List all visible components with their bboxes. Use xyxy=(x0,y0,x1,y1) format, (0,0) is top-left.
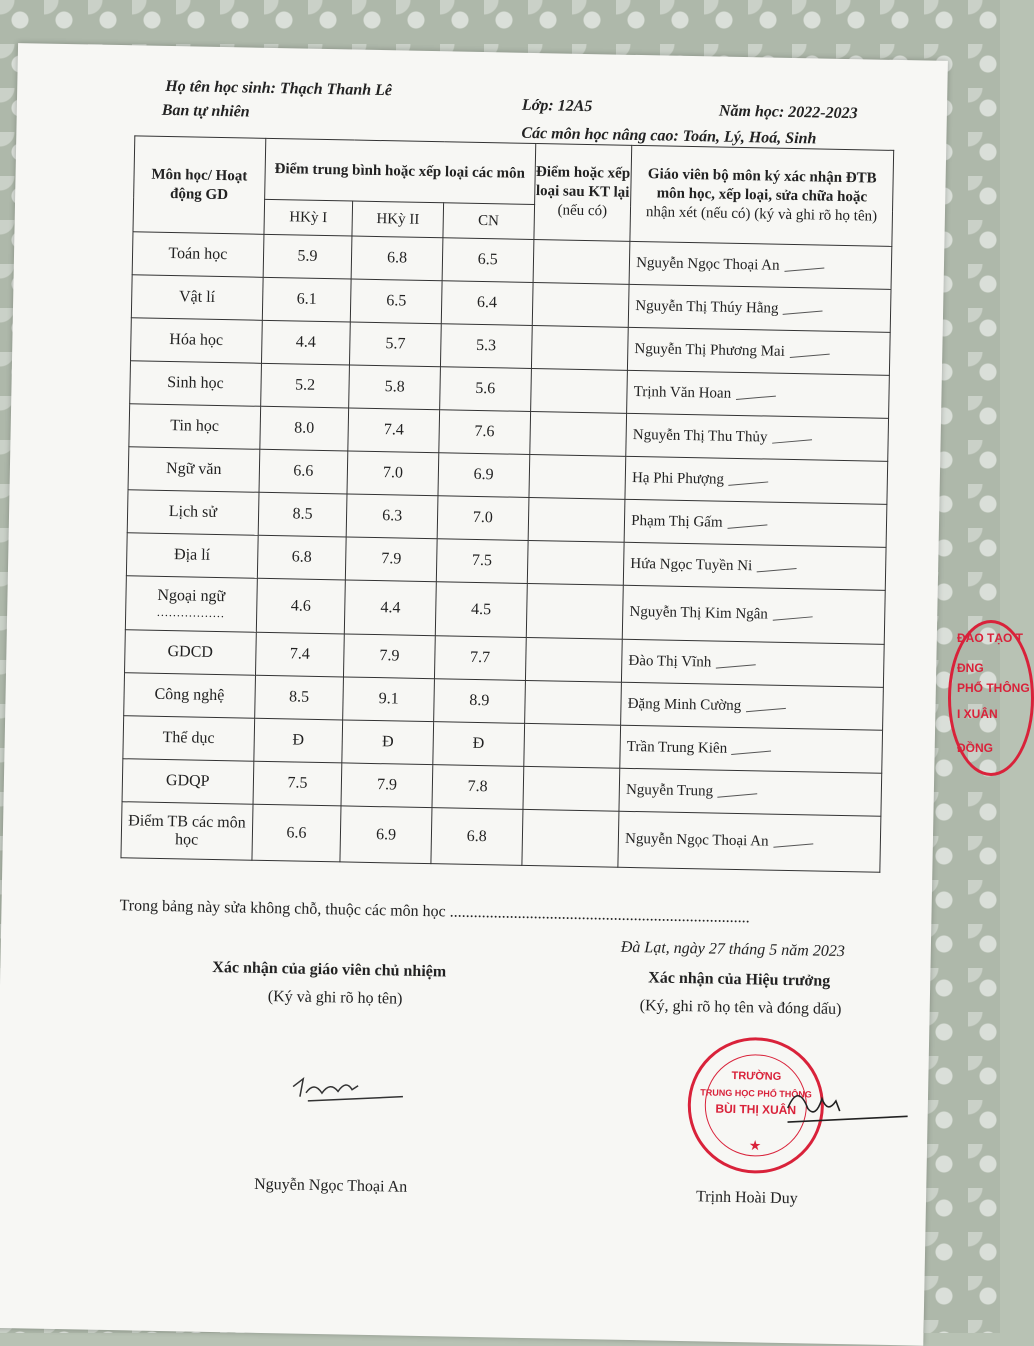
teacher-cell xyxy=(623,542,886,590)
cn-cell: 6.4 xyxy=(441,281,532,326)
stamp-line-1: TRƯỜNG xyxy=(731,1069,782,1083)
hk1-cell: 5.9 xyxy=(263,234,352,279)
teacher-cell xyxy=(627,370,890,418)
teacher-cell xyxy=(621,682,884,730)
principal-name: Trịnh Hoài Duy xyxy=(695,1188,798,1208)
hk1-cell: 6.1 xyxy=(262,277,351,322)
class-label: Lớp: 12A5 xyxy=(521,96,593,116)
hk2-cell: 7.9 xyxy=(346,537,437,582)
handwritten-signature xyxy=(728,471,769,485)
hk1-cell: 5.2 xyxy=(260,363,349,408)
stamp-star-icon: ★ xyxy=(749,1138,761,1153)
hk1-cell: 8.5 xyxy=(254,675,343,720)
cn-cell: 7.0 xyxy=(437,496,528,541)
principal-subtitle: (Ký, ghi rõ họ tên và đóng dấu) xyxy=(639,997,842,1019)
cn-cell: 4.5 xyxy=(435,582,527,638)
principal-title: Xác nhận của Hiệu trưởng xyxy=(648,969,831,990)
teacher-name: Trần Trung Kiên xyxy=(626,738,728,757)
subject-cell: Tin học xyxy=(129,404,260,450)
teacher-name: Nguyễn Ngọc Thoại An xyxy=(624,830,769,850)
hk2-cell: 6.5 xyxy=(351,279,442,324)
cn-cell: 5.6 xyxy=(440,367,531,412)
cn-cell: 7.8 xyxy=(432,765,523,810)
partial-red-stamp xyxy=(948,620,1034,776)
teacher-name: Trịnh Văn Hoan xyxy=(633,383,732,402)
header-teacher xyxy=(630,145,894,246)
retest-cell xyxy=(526,583,624,639)
hk2-cell: 9.1 xyxy=(343,677,434,722)
handwritten-signature xyxy=(745,697,786,711)
header-hk2: HKỳ II xyxy=(352,201,443,238)
teacher-cell xyxy=(622,585,885,644)
subject-cell xyxy=(125,576,257,632)
foreign-language-blank: ................. xyxy=(156,604,226,621)
retest-title: Điểm hoặc xếp loại sau KT lại xyxy=(535,164,631,201)
school-year: Năm học: 2022-2023 xyxy=(718,102,858,123)
teacher-name: Hứa Ngọc Tuyền Ni xyxy=(630,555,753,574)
side-stamp-text: PHỔ THÔNG xyxy=(957,681,1030,695)
homeroom-name: Nguyễn Ngọc Thoại An xyxy=(254,1175,408,1196)
subject-cell: Thể dục xyxy=(123,716,254,762)
side-stamp-text: ĐNG xyxy=(957,661,984,675)
cn-cell: 6.8 xyxy=(431,808,523,866)
teacher-name: Đào Thị Vĩnh xyxy=(628,652,712,670)
place-date: Đà Lạt, ngày 27 tháng 5 năm 2023 xyxy=(620,938,845,961)
hk1-cell: 7.5 xyxy=(253,761,342,806)
stream-label: Ban tự nhiên xyxy=(161,101,250,121)
student-name: Họ tên học sinh: Thạch Thanh Lê xyxy=(165,77,393,100)
grades-table xyxy=(120,135,894,872)
advanced-subjects: Các môn học nâng cao: Toán, Lý, Hoá, Sinh xyxy=(521,124,817,148)
homeroom-signature xyxy=(288,1066,409,1108)
hk2-cell: 5.8 xyxy=(349,365,440,410)
teacher-cell xyxy=(626,413,889,461)
report-card-page xyxy=(0,43,948,1346)
hk2-cell: Đ xyxy=(342,720,433,765)
cn-cell: 7.7 xyxy=(434,636,525,681)
retest-cell xyxy=(523,723,620,768)
subject-cell: Ngữ văn xyxy=(128,447,259,493)
retest-note: (nếu có) xyxy=(557,202,608,220)
hk2-cell: 7.9 xyxy=(341,763,432,808)
header-subject: Môn học/ Hoạt động GD xyxy=(133,136,265,234)
teacher-name: Nguyễn Thị Thúy Hằng xyxy=(635,297,779,317)
subject-cell: Hóa học xyxy=(131,318,262,364)
retest-cell xyxy=(527,540,624,585)
retest-cell xyxy=(528,454,625,499)
teacher-name: Hạ Phi Phượng xyxy=(631,469,725,488)
subject-cell: Toán học xyxy=(132,232,263,278)
side-stamp-text: I XUÂN xyxy=(957,707,998,721)
teacher-cell xyxy=(628,284,891,332)
hk2-cell: 6.8 xyxy=(351,236,442,281)
hk1-cell: 7.4 xyxy=(255,632,344,677)
homeroom-subtitle: (Ký và ghi rõ họ tên) xyxy=(267,988,403,1008)
subject-cell: Sinh học xyxy=(130,361,261,407)
retest-cell xyxy=(524,680,621,725)
cn-cell: Đ xyxy=(433,722,524,767)
subject-name: Ngoại ngữ xyxy=(157,586,226,606)
cn-cell: 6.9 xyxy=(438,453,529,498)
subject-cell: Địa lí xyxy=(126,533,257,579)
hk1-cell: Đ xyxy=(253,718,342,763)
hk1-cell: 8.5 xyxy=(258,492,347,537)
stamp-line-3: BÙI THỊ XUÂN xyxy=(715,1101,797,1118)
hk2-cell: 6.3 xyxy=(346,494,437,539)
header-hk1: HKỳ I xyxy=(264,199,353,236)
hk2-cell: 5.7 xyxy=(350,322,441,367)
handwritten-signature xyxy=(715,654,756,668)
subject-cell: Lịch sử xyxy=(127,490,258,536)
hk1-cell: 4.4 xyxy=(261,320,350,365)
retest-cell xyxy=(530,368,627,413)
hk2-cell: 7.0 xyxy=(347,451,438,496)
teacher-name: Nguyễn Thị Thu Thủy xyxy=(632,426,768,446)
retest-cell xyxy=(522,766,619,811)
hk2-cell: 7.9 xyxy=(344,634,435,679)
cn-cell: 8.9 xyxy=(434,679,525,724)
subject-cell: Vật lí xyxy=(131,275,262,321)
teacher-cell xyxy=(628,327,891,375)
header-cn: CN xyxy=(443,203,534,240)
handwritten-signature xyxy=(735,385,776,399)
header-retest xyxy=(533,144,631,242)
subject-cell: Công nghệ xyxy=(124,673,255,719)
retest-cell xyxy=(529,411,626,456)
retest-cell xyxy=(532,282,629,327)
teacher-cell xyxy=(625,456,888,504)
retest-cell xyxy=(531,325,628,370)
header-average: Điểm trung bình hoặc xếp loại các môn xyxy=(264,138,535,204)
handwritten-signature xyxy=(772,606,813,620)
principal-signature xyxy=(777,1078,918,1131)
handwritten-signature xyxy=(772,833,813,847)
teacher-cell xyxy=(622,639,885,687)
hk1-cell: 8.0 xyxy=(259,406,348,451)
hk1-cell: 6.6 xyxy=(252,804,342,862)
stamp-line-2: TRUNG HỌC PHỔ THÔNG xyxy=(700,1087,812,1100)
correction-note: Trong bảng này sửa không chỗ, thuộc các môn học ........................................................................... xyxy=(119,897,750,927)
subject-cell: GDQP xyxy=(122,759,253,805)
teacher-name: Nguyễn Trung xyxy=(625,781,714,800)
handwritten-signature xyxy=(783,257,824,271)
retest-cell xyxy=(533,240,630,285)
cn-cell: 6.5 xyxy=(442,238,533,283)
handwritten-signature xyxy=(771,429,812,443)
hk2-cell: 6.9 xyxy=(340,806,432,864)
hk1-cell: 6.8 xyxy=(257,535,346,580)
teacher-name: Nguyễn Thị Phương Mai xyxy=(634,340,786,360)
homeroom-title: Xác nhận của giáo viên chủ nhiệm xyxy=(212,958,447,981)
hk1-cell: 6.6 xyxy=(259,449,348,494)
teacher-cell xyxy=(624,499,887,547)
teacher-cell xyxy=(618,811,881,872)
cn-cell: 7.5 xyxy=(436,539,527,584)
hk2-cell: 7.4 xyxy=(348,408,439,453)
subject-cell: Điểm TB các môn học xyxy=(121,802,253,860)
retest-cell xyxy=(525,637,622,682)
teacher-note: nhận xét (nếu có) (ký và ghi rõ họ tên) xyxy=(645,204,878,225)
handwritten-signature xyxy=(788,343,829,357)
teacher-name: Nguyễn Thị Kim Ngân xyxy=(629,603,769,623)
teacher-cell xyxy=(629,241,892,289)
side-stamp-text: ĐỒNG xyxy=(957,741,993,755)
teacher-name: Nguyễn Ngọc Thoại An xyxy=(636,254,780,274)
cn-cell: 5.3 xyxy=(440,324,531,369)
teacher-name: Phạm Thị Gấm xyxy=(631,512,723,531)
handwritten-signature xyxy=(726,514,767,528)
handwritten-signature xyxy=(756,558,797,572)
teacher-title: Giáo viên bộ môn ký xác nhận ĐTB môn học, xếp loại, sửa chữa hoặc xyxy=(647,166,877,206)
hk1-cell: 4.6 xyxy=(256,578,346,634)
handwritten-signature xyxy=(717,783,758,797)
teacher-cell xyxy=(619,768,882,816)
handwritten-signature xyxy=(731,740,772,754)
teacher-name: Đặng Minh Cường xyxy=(627,695,742,714)
subject-cell: GDCD xyxy=(125,630,256,676)
retest-cell xyxy=(528,497,625,542)
hk2-cell: 4.4 xyxy=(345,580,437,636)
cn-cell: 7.6 xyxy=(439,410,530,455)
teacher-cell xyxy=(620,725,883,773)
side-stamp-text: ĐÀO TẠO T xyxy=(957,631,1023,645)
retest-cell xyxy=(521,809,619,867)
handwritten-signature xyxy=(782,300,823,314)
